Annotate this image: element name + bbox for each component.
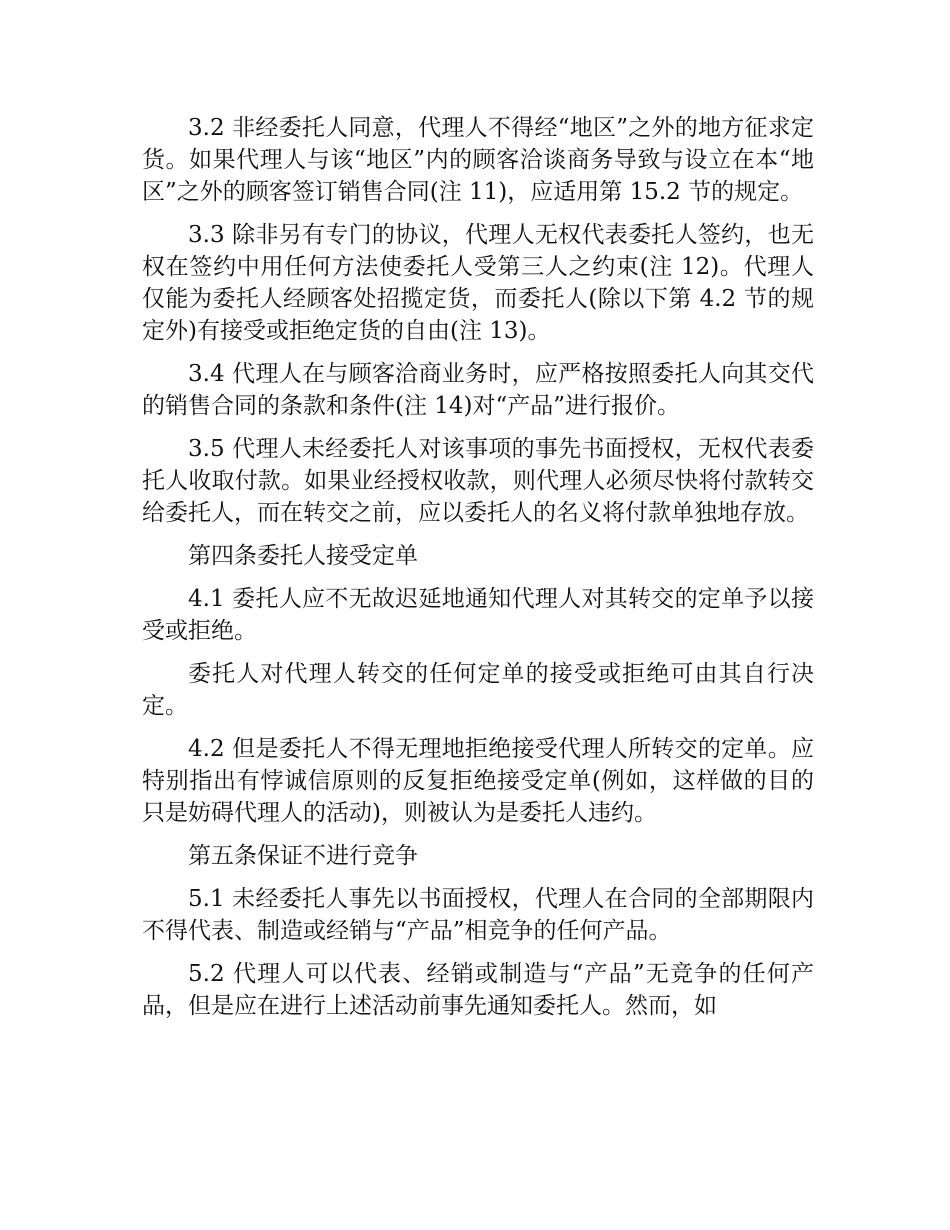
paragraph-5-1: 5.1 未经委托人事先以书面授权，代理人在合同的全部期限内不得代表、制造或经销与“产品”相竞争的任何产品。 xyxy=(142,886,814,944)
section-heading-article-5: 第五条保证不进行竞争 xyxy=(188,843,418,869)
paragraph-5-2: 5.2 代理人可以代表、经销或制造与“产品”无竞争的任何产品，但是应在进行上述活动前事先通知委托人。然而，如 xyxy=(142,961,814,1019)
paragraph-3-2: 3.2 非经委托人同意，代理人不得经“地区”之外的地方征求定货。如果代理人与该“地区”内的顾客洽谈商务导致与设立在本“地区”之外的顾客签订销售合同(注 11)，应适用第 15.2 节的规定。 xyxy=(142,115,814,205)
paragraph-4-2: 4.2 但是委托人不得无理地拒绝接受代理人所转交的定单。应特别指出有悖诚信原则的反复拒绝接受定单(例如，这样做的目的只是妨碍代理人的活动)，则被认为是委托人违约。 xyxy=(142,736,814,826)
document-page xyxy=(142,112,814,1033)
paragraph-3-5: 3.5 代理人未经委托人对该事项的事先书面授权，无权代表委托人收取付款。如果业经授权收款，则代理人必须尽快将付款转交给委托人，而在转交之前，应以委托人的名义将付款单独地存放。 xyxy=(142,436,814,526)
paragraph-4-1: 4.1 委托人应不无故迟延地通知代理人对其转交的定单予以接受或拒绝。 xyxy=(142,586,814,644)
paragraph-3-4: 3.4 代理人在与顾客洽商业务时，应严格按照委托人向其交代的销售合同的条款和条件(注 14)对“产品”进行报价。 xyxy=(142,361,814,419)
paragraph-3-3: 3.3 除非另有专门的协议，代理人无权代表委托人签约，也无权在签约中用任何方法使委托人受第三人之约束(注 12)。代理人仅能为委托人经顾客处招揽定货，而委托人(除以下第 4.2 节的规定外)有接受或拒绝定货的自由(注 13)。 xyxy=(142,222,814,344)
section-heading-article-4: 第四条委托人接受定单 xyxy=(188,543,418,569)
paragraph-4-1-continued: 委托人对代理人转交的任何定单的接受或拒绝可由其自行决定。 xyxy=(142,661,814,719)
